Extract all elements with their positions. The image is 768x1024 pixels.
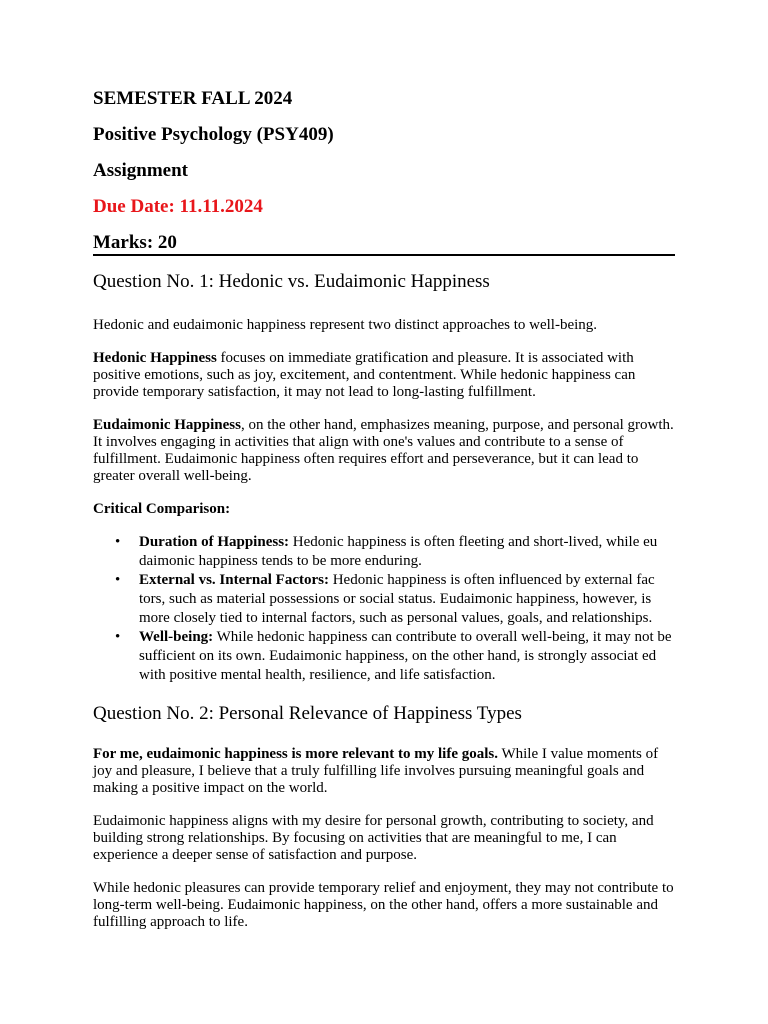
document-content	[93, 88, 675, 931]
marks-heading: Marks: 20	[93, 232, 177, 253]
due-date-heading: Due Date: 11.11.2024	[93, 196, 263, 217]
q1-intro-paragraph: Hedonic and eudaimonic happiness represent two distinct approaches to well-being.	[93, 317, 598, 333]
list-item	[115, 533, 675, 571]
list-item-term: Duration of Happiness:	[139, 534, 290, 550]
assignment-heading: Assignment	[93, 160, 189, 181]
q2-paragraph-1	[93, 746, 675, 797]
q2-paragraph-1-text: While I value moments of joy and pleasure, I believe that a truly fulfilling life involves pursuing meaningful goals and making a positive impact on the world.	[93, 746, 659, 796]
list-item-text: Hedonic happiness is often fleeting and short-lived, while eu daimonic happiness tends to be more enduring.	[139, 534, 658, 569]
bullet-icon: •	[115, 572, 121, 588]
critical-comparison-heading: Critical Comparison:	[93, 501, 231, 517]
bullet-icon: •	[115, 534, 121, 550]
list-item-text: While hedonic happiness can contribute to overall well-being, it may not be sufficient on its own. Eudaimonic happiness, on the other hand, is strongly associat ed with positive mental health, resilience, and life satisfaction.	[139, 629, 672, 683]
hedonic-description: focuses on immediate gratification and pleasure. It is associated with positive emotions, such as joy, excitement, and contentment. While hedonic happiness can provide temporary satisfaction, it may not lead to long-lasting fulfillment.	[93, 350, 636, 400]
semester-heading: SEMESTER FALL 2024	[93, 88, 293, 109]
list-item	[115, 628, 675, 685]
list-item-term: Well-being:	[139, 629, 214, 645]
eudaimonic-description: , on the other hand, emphasizes meaning, purpose, and personal growth. It involves engaging in activities that align with one's values and contribute to a sense of fulfillment. Eudaimonic happiness often requires effort and perseverance, but it can lead to greater overall well-being.	[93, 417, 674, 484]
comparison-list	[93, 533, 675, 685]
list-item-term: External vs. Internal Factors:	[139, 572, 329, 588]
q2-statement: For me, eudaimonic happiness is more relevant to my life goals.	[93, 746, 498, 762]
hedonic-term: Hedonic Happiness	[93, 350, 217, 366]
marks-rule	[93, 232, 675, 256]
question-2-title: Question No. 2: Personal Relevance of Happiness Types	[93, 703, 522, 724]
bullet-icon: •	[115, 629, 121, 645]
q1-hedonic-paragraph	[93, 350, 675, 401]
eudaimonic-term: Eudaimonic Happiness	[93, 417, 241, 433]
q2-paragraph-3: While hedonic pleasures can provide temporary relief and enjoyment, they may not contribute to long-term well-being. Eudaimonic happiness, on the other hand, offers a more sustainable and fulfilling approach to life.	[93, 880, 674, 930]
question-1-title: Question No. 1: Hedonic vs. Eudaimonic Happiness	[93, 271, 490, 292]
q2-paragraph-2: Eudaimonic happiness aligns with my desire for personal growth, contributing to society, and building strong relationships. By focusing on activities that are meaningful to me, I can experience a deeper sense of satisfaction and purpose.	[93, 813, 654, 863]
course-heading: Positive Psychology (PSY409)	[93, 124, 334, 145]
list-item	[115, 571, 675, 628]
q1-eudaimonic-paragraph	[93, 417, 675, 485]
list-item-text: Hedonic happiness is often influenced by external fac tors, such as material possessions or social status. Eudaimonic happiness, however, is more closely tied to internal factors, such as personal values, goals, and relationships.	[139, 572, 655, 626]
